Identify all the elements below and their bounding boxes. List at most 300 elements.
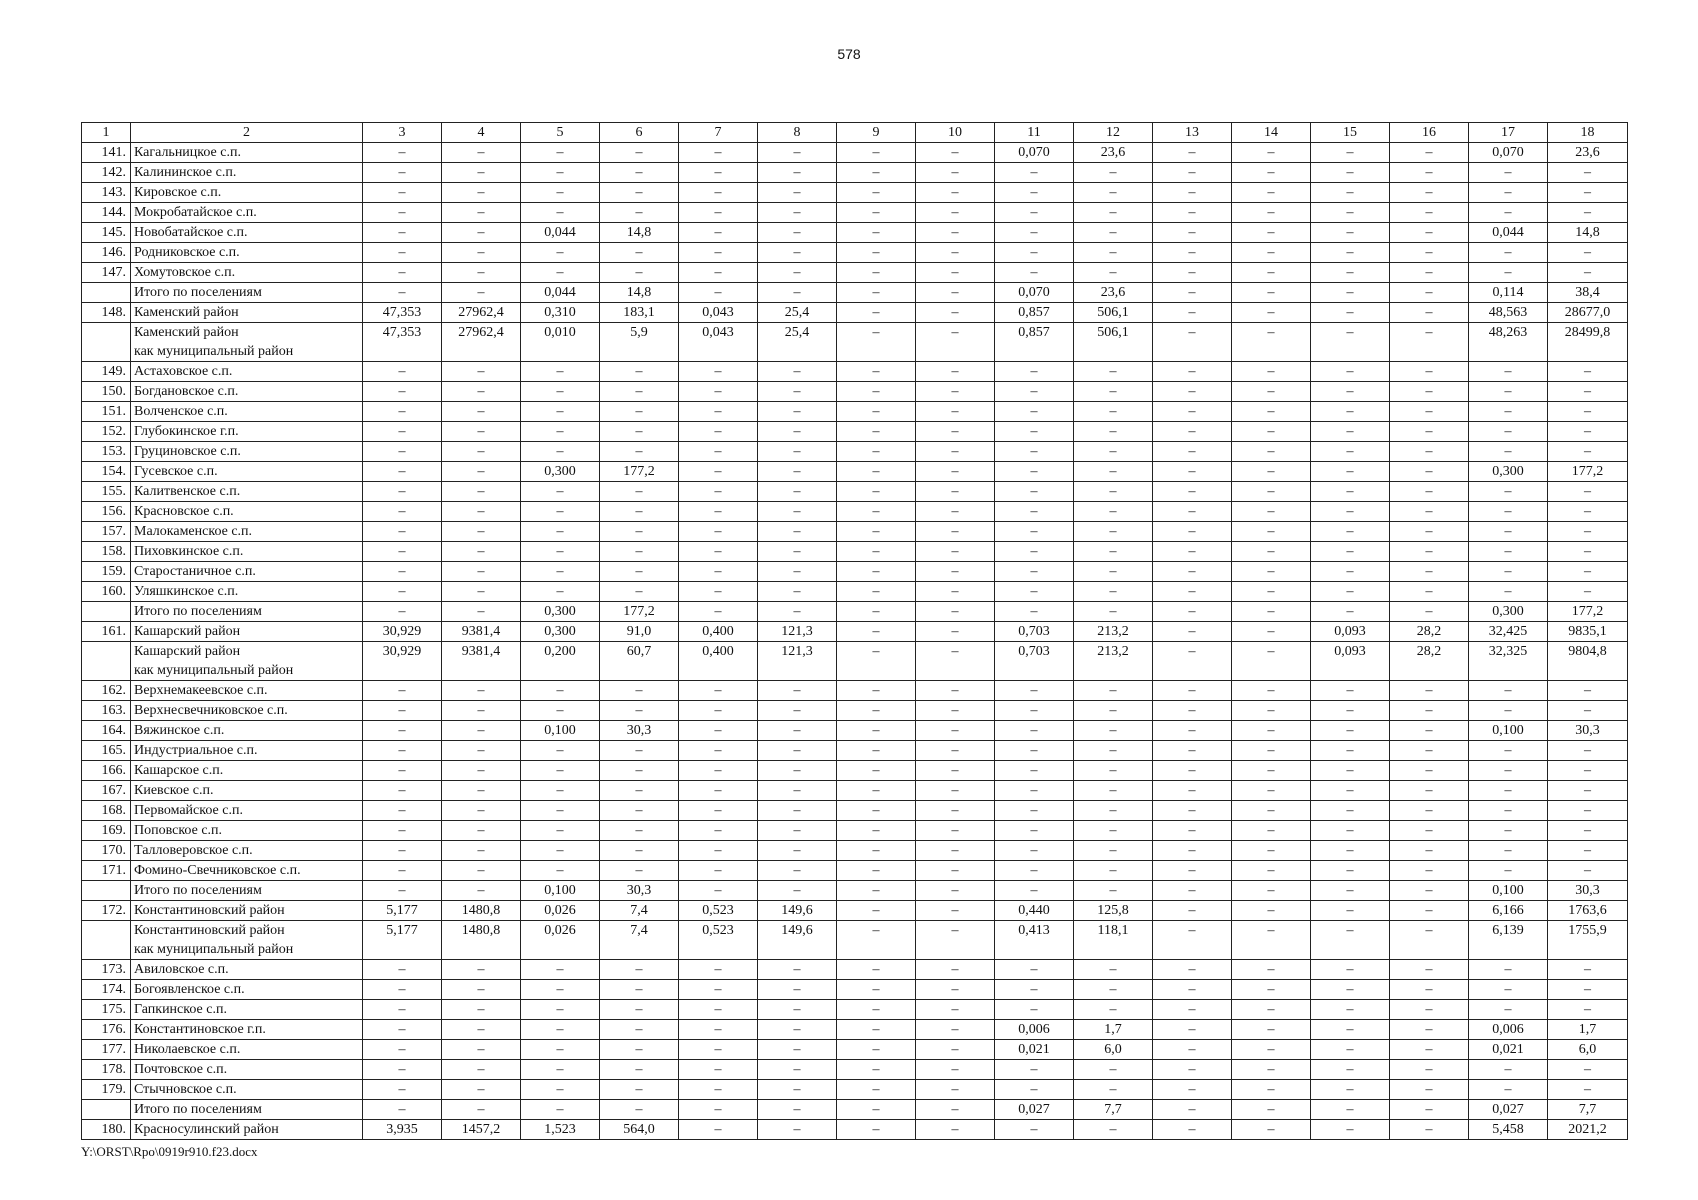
cell-value: – [916, 303, 995, 323]
table-row [82, 980, 1628, 1000]
cell-value: – [1469, 203, 1548, 223]
cell-value: 213,2 [1074, 642, 1153, 681]
cell-value: – [758, 881, 837, 901]
cell-value: 14,8 [1548, 223, 1628, 243]
row-name [131, 582, 363, 602]
cell-value: – [837, 462, 916, 482]
row-number: 150. [82, 382, 131, 402]
row-number: 169. [82, 821, 131, 841]
page-number: 578 [837, 46, 861, 62]
cell-value: 5,177 [363, 921, 442, 960]
cell-value: 30,929 [363, 622, 442, 642]
cell-value: 3,935 [363, 1120, 442, 1140]
cell-value: – [521, 741, 600, 761]
cell-value: – [442, 1000, 521, 1020]
table-row [82, 761, 1628, 781]
cell-value: – [1232, 881, 1311, 901]
cell-value: 0,300 [521, 622, 600, 642]
row-number [82, 921, 131, 960]
cell-value: – [521, 980, 600, 1000]
cell-value: – [1390, 382, 1469, 402]
cell-value: – [916, 143, 995, 163]
row-number: 154. [82, 462, 131, 482]
row-number: 171. [82, 861, 131, 881]
cell-value: – [995, 163, 1074, 183]
row-number: 172. [82, 901, 131, 921]
cell-value: – [1074, 542, 1153, 562]
cell-value: – [679, 283, 758, 303]
cell-value: – [679, 183, 758, 203]
row-name [131, 602, 363, 622]
cell-value: – [1390, 741, 1469, 761]
cell-value: 1,7 [1548, 1020, 1628, 1040]
row-number: 162. [82, 681, 131, 701]
cell-value: – [442, 841, 521, 861]
cell-value: – [758, 1080, 837, 1100]
cell-value: – [1153, 622, 1232, 642]
row-number [82, 881, 131, 901]
row-number: 179. [82, 1080, 131, 1100]
row-number: 158. [82, 542, 131, 562]
cell-value: – [679, 243, 758, 263]
cell-value: – [1548, 701, 1628, 721]
cell-value: – [837, 642, 916, 681]
cell-value: – [1153, 223, 1232, 243]
cell-value: – [758, 223, 837, 243]
cell-value: – [363, 681, 442, 701]
cell-value: – [758, 960, 837, 980]
cell-value: – [679, 602, 758, 622]
cell-value: – [1074, 362, 1153, 382]
cell-value: – [1153, 442, 1232, 462]
cell-value: – [837, 482, 916, 502]
row-name-text: Красновское с.п. [134, 504, 234, 519]
row-name-text: Каменский район [134, 325, 239, 340]
cell-value: 47,353 [363, 303, 442, 323]
row-number: 170. [82, 841, 131, 861]
cell-value: – [679, 761, 758, 781]
cell-value: – [916, 841, 995, 861]
cell-value: – [1232, 622, 1311, 642]
cell-value: – [1311, 1120, 1390, 1140]
table-row [82, 1000, 1628, 1020]
cell-value: – [1469, 243, 1548, 263]
table-row [82, 1080, 1628, 1100]
cell-value: – [1232, 741, 1311, 761]
cell-value: – [1390, 223, 1469, 243]
row-name [131, 143, 363, 163]
row-name [131, 263, 363, 283]
column-header: 7 [679, 123, 758, 143]
cell-value: – [995, 582, 1074, 602]
cell-value: – [1153, 542, 1232, 562]
cell-value: – [837, 681, 916, 701]
cell-value: 23,6 [1548, 143, 1628, 163]
cell-value: – [837, 223, 916, 243]
cell-value: – [1469, 1080, 1548, 1100]
cell-value: – [521, 861, 600, 881]
cell-value: – [758, 801, 837, 821]
column-number-row [82, 123, 1628, 143]
cell-value: 91,0 [600, 622, 679, 642]
cell-value: – [1153, 482, 1232, 502]
cell-value: – [600, 801, 679, 821]
row-name-text: Итого по поселениям [134, 604, 262, 619]
cell-value: – [995, 881, 1074, 901]
cell-value: – [442, 263, 521, 283]
row-name-text: Красносулинский район [134, 1122, 279, 1137]
table-row [82, 602, 1628, 622]
cell-value: – [758, 582, 837, 602]
cell-value: – [837, 422, 916, 442]
cell-value: – [1390, 1040, 1469, 1060]
cell-value: – [363, 701, 442, 721]
cell-value: – [995, 542, 1074, 562]
cell-value: – [837, 402, 916, 422]
cell-value: – [1390, 362, 1469, 382]
cell-value: – [1311, 323, 1390, 362]
row-name [131, 402, 363, 422]
cell-value: – [600, 522, 679, 542]
cell-value: – [679, 821, 758, 841]
table-row [82, 502, 1628, 522]
cell-value: 177,2 [1548, 462, 1628, 482]
cell-value: – [1548, 841, 1628, 861]
cell-value: 9835,1 [1548, 622, 1628, 642]
cell-value: – [1311, 402, 1390, 422]
cell-value: – [1153, 1080, 1232, 1100]
row-name-text: Хомутовское с.п. [134, 265, 236, 280]
cell-value: – [600, 562, 679, 582]
cell-value: – [916, 741, 995, 761]
cell-value: – [521, 1080, 600, 1100]
cell-value: – [521, 442, 600, 462]
cell-value: – [916, 243, 995, 263]
cell-value: – [1469, 522, 1548, 542]
cell-value: – [521, 821, 600, 841]
cell-value: – [600, 243, 679, 263]
cell-value: – [995, 502, 1074, 522]
cell-value: – [758, 1100, 837, 1120]
cell-value: 0,857 [995, 323, 1074, 362]
cell-value: – [1548, 402, 1628, 422]
row-number: 152. [82, 422, 131, 442]
cell-value: – [916, 1100, 995, 1120]
cell-value: – [1074, 1000, 1153, 1020]
column-header: 14 [1232, 123, 1311, 143]
cell-value: – [1311, 562, 1390, 582]
cell-value: – [442, 861, 521, 881]
cell-value: – [1311, 602, 1390, 622]
cell-value: – [758, 761, 837, 781]
cell-value: – [758, 701, 837, 721]
row-name [131, 781, 363, 801]
cell-value: – [442, 163, 521, 183]
cell-value: – [837, 622, 916, 642]
cell-value: – [758, 143, 837, 163]
cell-value: – [758, 263, 837, 283]
cell-value: – [1469, 183, 1548, 203]
row-name-text: Глубокинское г.п. [134, 424, 239, 439]
table-row [82, 1100, 1628, 1120]
cell-value: – [521, 263, 600, 283]
row-number: 142. [82, 163, 131, 183]
cell-value: – [916, 582, 995, 602]
cell-value: – [1469, 1060, 1548, 1080]
row-name-text: Константиновский район [134, 923, 285, 938]
cell-value: – [521, 582, 600, 602]
cell-value: – [758, 980, 837, 1000]
row-name-text: Верхнемакеевское с.п. [134, 683, 268, 698]
cell-value: – [521, 243, 600, 263]
cell-value: – [679, 203, 758, 223]
cell-value: – [1074, 582, 1153, 602]
cell-value: – [1390, 761, 1469, 781]
cell-value: – [1311, 422, 1390, 442]
cell-value: – [758, 402, 837, 422]
cell-value: – [1153, 741, 1232, 761]
row-name [131, 382, 363, 402]
cell-value: – [1074, 502, 1153, 522]
cell-value: – [1548, 183, 1628, 203]
cell-value: – [995, 841, 1074, 861]
cell-value: – [1074, 1080, 1153, 1100]
cell-value: – [995, 701, 1074, 721]
cell-value: 0,400 [679, 622, 758, 642]
cell-value: – [916, 701, 995, 721]
cell-value: – [1311, 761, 1390, 781]
cell-value: – [837, 921, 916, 960]
cell-value: – [600, 1100, 679, 1120]
cell-value: – [995, 263, 1074, 283]
cell-value: – [1390, 402, 1469, 422]
cell-value: – [1469, 422, 1548, 442]
cell-value: 7,7 [1074, 1100, 1153, 1120]
cell-value: – [1311, 681, 1390, 701]
cell-value: – [916, 681, 995, 701]
cell-value: – [600, 861, 679, 881]
cell-value: – [1074, 183, 1153, 203]
row-name [131, 1080, 363, 1100]
row-number: 147. [82, 263, 131, 283]
row-name-text: Поповское с.п. [134, 823, 223, 838]
row-name-text: Пиховкинское с.п. [134, 544, 244, 559]
table-row [82, 861, 1628, 881]
cell-value: – [442, 183, 521, 203]
cell-value: – [1311, 781, 1390, 801]
cell-value: 1763,6 [1548, 901, 1628, 921]
row-number: 161. [82, 622, 131, 642]
cell-value: – [679, 462, 758, 482]
cell-value: – [1232, 263, 1311, 283]
cell-value: – [1390, 542, 1469, 562]
cell-value: – [600, 761, 679, 781]
cell-value: – [442, 522, 521, 542]
cell-value: – [1548, 960, 1628, 980]
cell-value: – [1390, 303, 1469, 323]
cell-value: 0,093 [1311, 622, 1390, 642]
cell-value: – [837, 562, 916, 582]
cell-value: – [1548, 980, 1628, 1000]
cell-value: – [679, 1080, 758, 1100]
row-number [82, 602, 131, 622]
cell-value: – [679, 482, 758, 502]
cell-value: – [916, 522, 995, 542]
row-name-text: Индустриальное с.п. [134, 743, 258, 758]
cell-value: – [916, 1040, 995, 1060]
row-name [131, 502, 363, 522]
cell-value: – [995, 223, 1074, 243]
cell-value: 0,300 [1469, 462, 1548, 482]
cell-value: – [837, 781, 916, 801]
row-name-text-line2: как муниципальный район [134, 663, 294, 678]
cell-value: – [1311, 243, 1390, 263]
cell-value: 6,166 [1469, 901, 1548, 921]
cell-value: – [1390, 522, 1469, 542]
cell-value: 0,300 [521, 462, 600, 482]
cell-value: – [916, 323, 995, 362]
cell-value: – [916, 163, 995, 183]
cell-value: – [1469, 562, 1548, 582]
cell-value: – [1390, 901, 1469, 921]
cell-value: – [363, 1060, 442, 1080]
cell-value: – [363, 1100, 442, 1120]
cell-value: – [1074, 382, 1153, 402]
cell-value: – [679, 442, 758, 462]
row-name [131, 1120, 363, 1140]
cell-value: – [1390, 841, 1469, 861]
cell-value: – [1469, 960, 1548, 980]
cell-value: – [521, 701, 600, 721]
cell-value: – [758, 602, 837, 622]
cell-value: – [758, 1120, 837, 1140]
row-number: 159. [82, 562, 131, 582]
cell-value: – [1548, 821, 1628, 841]
cell-value: 0,026 [521, 901, 600, 921]
cell-value: – [1469, 841, 1548, 861]
row-number: 173. [82, 960, 131, 980]
cell-value: – [679, 143, 758, 163]
cell-value: – [837, 1120, 916, 1140]
cell-value: – [363, 761, 442, 781]
cell-value: – [995, 761, 1074, 781]
row-number: 166. [82, 761, 131, 781]
cell-value: 23,6 [1074, 283, 1153, 303]
cell-value: – [758, 1060, 837, 1080]
cell-value: – [1390, 921, 1469, 960]
cell-value: 28,2 [1390, 622, 1469, 642]
cell-value: – [995, 402, 1074, 422]
cell-value: – [916, 382, 995, 402]
row-name [131, 681, 363, 701]
cell-value: – [1232, 482, 1311, 502]
cell-value: 28499,8 [1548, 323, 1628, 362]
row-number [82, 1100, 131, 1120]
cell-value: – [442, 1100, 521, 1120]
table-row [82, 303, 1628, 323]
cell-value: – [1153, 602, 1232, 622]
cell-value: – [1311, 721, 1390, 741]
cell-value: – [679, 801, 758, 821]
cell-value: – [995, 1000, 1074, 1020]
table-row [82, 582, 1628, 602]
cell-value: – [442, 821, 521, 841]
cell-value: – [758, 821, 837, 841]
cell-value: – [679, 960, 758, 980]
cell-value: – [995, 522, 1074, 542]
row-number: 153. [82, 442, 131, 462]
table-row [82, 1060, 1628, 1080]
cell-value: – [442, 223, 521, 243]
cell-value: – [1153, 901, 1232, 921]
cell-value: 5,177 [363, 901, 442, 921]
cell-value: – [1153, 1040, 1232, 1060]
cell-value: – [600, 163, 679, 183]
cell-value: – [363, 781, 442, 801]
cell-value: – [1469, 861, 1548, 881]
row-name-text: Богоявленское с.п. [134, 982, 245, 997]
cell-value: – [679, 1100, 758, 1120]
row-number: 163. [82, 701, 131, 721]
row-name [131, 921, 363, 960]
cell-value: – [837, 283, 916, 303]
cell-value: – [521, 163, 600, 183]
row-name [131, 821, 363, 841]
table-row [82, 542, 1628, 562]
column-header: 3 [363, 123, 442, 143]
cell-value: – [1548, 562, 1628, 582]
cell-value: 6,0 [1074, 1040, 1153, 1060]
cell-value: – [363, 960, 442, 980]
cell-value: – [1074, 602, 1153, 622]
row-name [131, 741, 363, 761]
cell-value: – [1074, 462, 1153, 482]
cell-value: 1457,2 [442, 1120, 521, 1140]
row-number: 144. [82, 203, 131, 223]
cell-value: – [1232, 901, 1311, 921]
cell-value: – [837, 143, 916, 163]
cell-value: – [521, 542, 600, 562]
cell-value: – [1548, 542, 1628, 562]
cell-value: 27962,4 [442, 303, 521, 323]
cell-value: – [1153, 422, 1232, 442]
cell-value: – [1232, 761, 1311, 781]
cell-value: – [1074, 163, 1153, 183]
cell-value: – [1153, 502, 1232, 522]
cell-value: – [600, 402, 679, 422]
cell-value: 118,1 [1074, 921, 1153, 960]
row-name [131, 1040, 363, 1060]
cell-value: – [1469, 542, 1548, 562]
cell-value: – [1311, 442, 1390, 462]
cell-value: – [916, 960, 995, 980]
cell-value: – [837, 821, 916, 841]
cell-value: – [442, 602, 521, 622]
cell-value: – [600, 1080, 679, 1100]
row-number [82, 323, 131, 362]
row-number: 160. [82, 582, 131, 602]
cell-value: 0,070 [995, 143, 1074, 163]
cell-value: – [1074, 980, 1153, 1000]
row-number: 178. [82, 1060, 131, 1080]
cell-value: – [1390, 1120, 1469, 1140]
row-number [82, 642, 131, 681]
cell-value: – [1232, 243, 1311, 263]
cell-value: 0,026 [521, 921, 600, 960]
cell-value: – [1232, 362, 1311, 382]
table-row [82, 1040, 1628, 1060]
cell-value: – [600, 502, 679, 522]
